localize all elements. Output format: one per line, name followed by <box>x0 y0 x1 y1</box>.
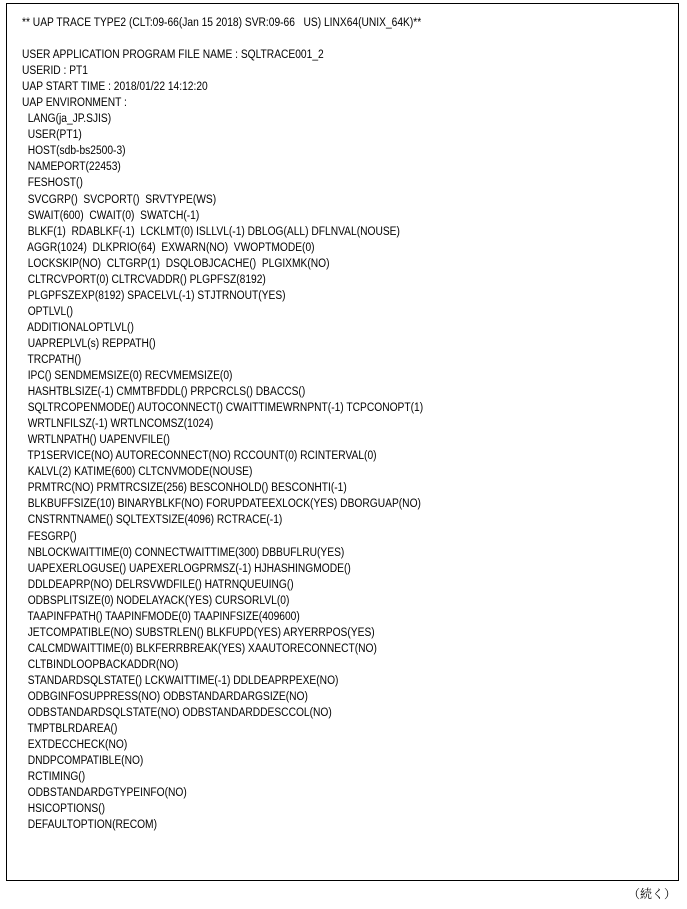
trace-line: CLTBINDLOOPBACKADDR(NO) <box>22 656 179 671</box>
trace-line: WRTLNFILSZ(-1) WRTLNCOMSZ(1024) <box>22 416 214 431</box>
trace-line: ODBGINFOSUPPRESS(NO) ODBSTANDARDARGSIZE(NO) <box>22 688 308 703</box>
trace-line: ODBSTANDARDGTYPEINFO(NO) <box>22 785 187 800</box>
trace-line: TP1SERVICE(NO) AUTORECONNECT(NO) RCCOUNT(0) RCINTERVAL(0) <box>22 448 377 463</box>
trace-line: FESHOST() <box>22 175 83 190</box>
trace-line: LOCKSKIP(NO) CLTGRP(1) DSQLOBJCACHE() PLGIXMK(NO) <box>22 255 330 270</box>
trace-line: ODBSTANDARDSQLSTATE(NO) ODBSTANDARDDESCCOL(NO) <box>22 705 332 720</box>
trace-line: IPC() SENDMEMSIZE(0) RECVMEMSIZE(0) <box>22 368 233 383</box>
trace-line: CNSTRNTNAME() SQLTEXTSIZE(4096) RCTRACE(-1) <box>22 512 283 527</box>
trace-line: NBLOCKWAITTIME(0) CONNECTWAITTIME(300) DBBUFLRU(YES) <box>22 544 345 559</box>
trace-line: ODBSPLITSIZE(0) NODELAYACK(YES) CURSORLVL(0) <box>22 592 290 607</box>
trace-line: JETCOMPATIBLE(NO) SUBSTRLEN() BLKFUPD(YES) ARYERRPOS(YES) <box>22 624 375 639</box>
trace-line: AGGR(1024) DLKPRIO(64) EXWARN(NO) VWOPTMODE(0) <box>22 239 315 254</box>
trace-line: TAAPINFPATH() TAAPINFMODE(0) TAAPINFSIZE(409600) <box>22 608 300 623</box>
trace-line: LANG(ja_JP.SJIS) <box>22 111 112 126</box>
trace-line: PRMTRC(NO) PRMTRCSIZE(256) BESCONHOLD() BESCONHTI(-1) <box>22 480 347 495</box>
trace-line <box>22 30 568 46</box>
trace-line: UAPREPLVL(s) REPPATH() <box>22 335 156 350</box>
trace-line: WRTLNPATH() UAPENVFILE() <box>22 432 170 447</box>
trace-line: ADDITIONALOPTLVL() <box>22 319 134 334</box>
trace-line: BLKBUFFSIZE(10) BINARYBLKF(NO) FORUPDATEEXLOCK(YES) DBORGUAP(NO) <box>22 496 421 511</box>
trace-line: EXTDECCHECK(NO) <box>22 737 128 752</box>
trace-line: NAMEPORT(22453) <box>22 159 121 174</box>
continued-label: （続く） <box>627 887 676 901</box>
trace-line: USER(PT1) <box>22 127 82 142</box>
trace-line: USERID : PT1 <box>22 63 88 78</box>
trace-line: BLKF(1) RDABLKF(-1) LCKLMT(0) ISLLVL(-1) DBLOG(ALL) DFLNVAL(NOUSE) <box>22 223 400 238</box>
trace-line: USER APPLICATION PROGRAM FILE NAME : SQLTRACE001_2 <box>22 47 324 62</box>
trace-line: DDLDEAPRP(NO) DELRSVWDFILE() HATRNQUEUING() <box>22 576 294 591</box>
uap-trace-box <box>6 3 679 881</box>
trace-line: RCTIMING() <box>22 769 86 784</box>
trace-line: CLTRCVPORT(0) CLTRCVADDR() PLGPFSZ(8192) <box>22 271 266 286</box>
trace-line: DEFAULTOPTION(RECOM) <box>22 817 157 832</box>
trace-line: KALVL(2) KATIME(600) CLTCNVMODE(NOUSE) <box>22 464 253 479</box>
trace-line: ** UAP TRACE TYPE2 (CLT:09-66(Jan 15 2018) SVR:09-66 US) LINX64(UNIX_64K)** <box>22 15 422 29</box>
trace-line: OPTLVL() <box>22 303 74 318</box>
trace-listing <box>22 14 672 832</box>
trace-line: UAP ENVIRONMENT : <box>22 95 127 110</box>
trace-line: FESGRP() <box>22 528 77 543</box>
trace-line: STANDARDSQLSTATE() LCKWAITTIME(-1) DDLDEAPRPEXE(NO) <box>22 672 339 687</box>
trace-line: HSICOPTIONS() <box>22 801 106 816</box>
trace-line: SQLTRCOPENMODE() AUTOCONNECT() CWAITTIMEWRNPNT(-1) TCPCONOPT(1) <box>22 400 424 415</box>
trace-line: PLGPFSZEXP(8192) SPACELVL(-1) STJTRNOUT(YES) <box>22 287 286 302</box>
trace-line: HOST(sdb-bs2500-3) <box>22 143 126 158</box>
trace-line: TMPTBLRDAREA() <box>22 721 118 736</box>
trace-line: DNDPCOMPATIBLE(NO) <box>22 753 144 768</box>
trace-line: UAPEXERLOGUSE() UAPEXERLOGPRMSZ(-1) HJHASHINGMODE() <box>22 560 351 575</box>
trace-line: UAP START TIME : 2018/01/22 14:12:20 <box>22 79 208 94</box>
trace-line: SVCGRP() SVCPORT() SRVTYPE(WS) <box>22 191 217 206</box>
trace-line: HASHTBLSIZE(-1) CMMTBFDDL() PRPCRCLS() DBACCS() <box>22 384 306 399</box>
trace-line: CALCMDWAITTIME(0) BLKFERRBREAK(YES) XAAUTORECONNECT(NO) <box>22 640 377 655</box>
trace-line: SWAIT(600) CWAIT(0) SWATCH(-1) <box>22 207 200 222</box>
trace-line: TRCPATH() <box>22 351 82 366</box>
